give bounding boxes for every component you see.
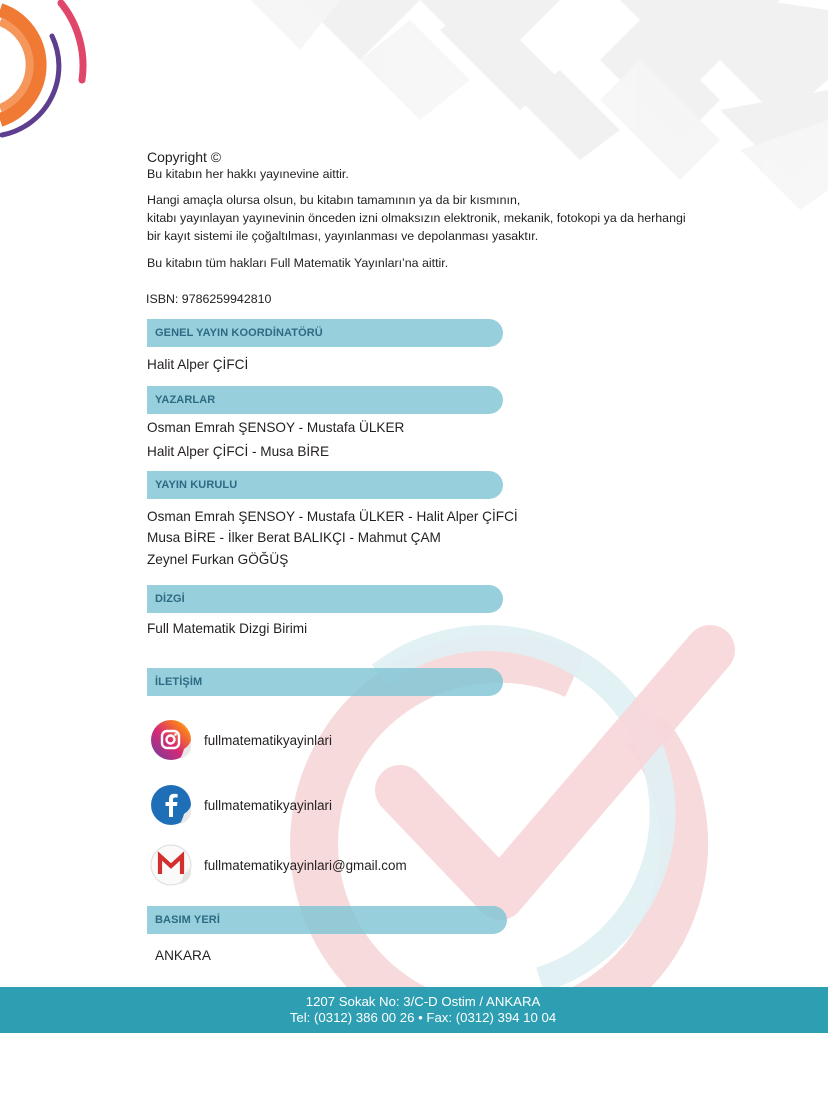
facebook-handle: fullmatematikyayinlari: [204, 797, 332, 813]
footer-phone-fax: Tel: (0312) 386 00 26 • Fax: (0312) 394 10 04: [289, 1010, 557, 1025]
section-header-label: GENEL YAYIN KOORDİNATÖRÜ: [155, 327, 323, 339]
instagram-handle: fullmatematikyayinlari: [204, 732, 332, 748]
gmail-icon: [150, 844, 192, 886]
section-header-contact: [147, 668, 503, 696]
section-header-label: YAZARLAR: [155, 394, 216, 406]
copyright-title: Copyright ©: [147, 149, 222, 165]
copyright-line: Hangi amaçla olursa olsun, bu kitabın tamamının ya da bir kısmının,: [147, 193, 521, 207]
editorial-board-line: Musa BİRE - İlker Berat BALIKÇI - Mahmut ÇAM: [147, 530, 441, 545]
copyright-line: kitabı yayınlayan yayınevinin önceden izni olmaksızın elektronik, mekanik, fotokopi ya da herhangi: [147, 211, 686, 225]
editorial-board-line: Zeynel Furkan GÖĞÜŞ: [147, 552, 289, 567]
contact-instagram[interactable]: [150, 719, 332, 761]
section-header-authors: [147, 386, 503, 414]
contact-facebook[interactable]: [150, 784, 332, 826]
isbn: ISBN: 9786259942810: [146, 292, 272, 306]
typesetting-value: Full Matematik Dizgi Birimi: [147, 621, 308, 636]
copyright-line: Bu kitabın her hakkı yayınevine aittir.: [147, 167, 349, 181]
print-location: ANKARA: [155, 948, 211, 963]
copyright-line: bir kayıt sistemi ile çoğaltılması, yayınlanması ve depolanması yasaktır.: [147, 229, 539, 243]
facebook-icon: [150, 784, 192, 826]
footer-address-band: [0, 987, 828, 1033]
section-header-editorial-board: [147, 471, 503, 499]
instagram-icon: [150, 719, 192, 761]
contact-gmail[interactable]: [150, 844, 407, 886]
coordinator-name: Halit Alper ÇİFCİ: [147, 357, 249, 372]
editorial-board-line: Osman Emrah ŞENSOY - Mustafa ÜLKER - Halit Alper ÇİFCİ: [147, 509, 518, 524]
section-header-label: BASIM YERİ: [155, 914, 220, 926]
section-header-typesetting: [147, 585, 503, 613]
section-header-label: YAYIN KURULU: [155, 479, 238, 491]
section-header-print-location: [147, 906, 507, 934]
section-header-label: DİZGİ: [155, 593, 185, 605]
authors-line: Osman Emrah ŞENSOY - Mustafa ÜLKER: [147, 420, 405, 435]
section-header-coordinator: [147, 319, 503, 347]
copyright-line: Bu kitabın tüm hakları Full Matematik Yayınları’na aittir.: [147, 256, 449, 270]
footer-address: 1207 Sokak No: 3/C-D Ostim / ANKARA: [305, 994, 541, 1009]
section-header-label: İLETİŞİM: [155, 676, 203, 688]
email-address: fullmatematikyayinlari@gmail.com: [204, 857, 407, 873]
authors-line: Halit Alper ÇİFCİ - Musa BİRE: [147, 444, 330, 459]
